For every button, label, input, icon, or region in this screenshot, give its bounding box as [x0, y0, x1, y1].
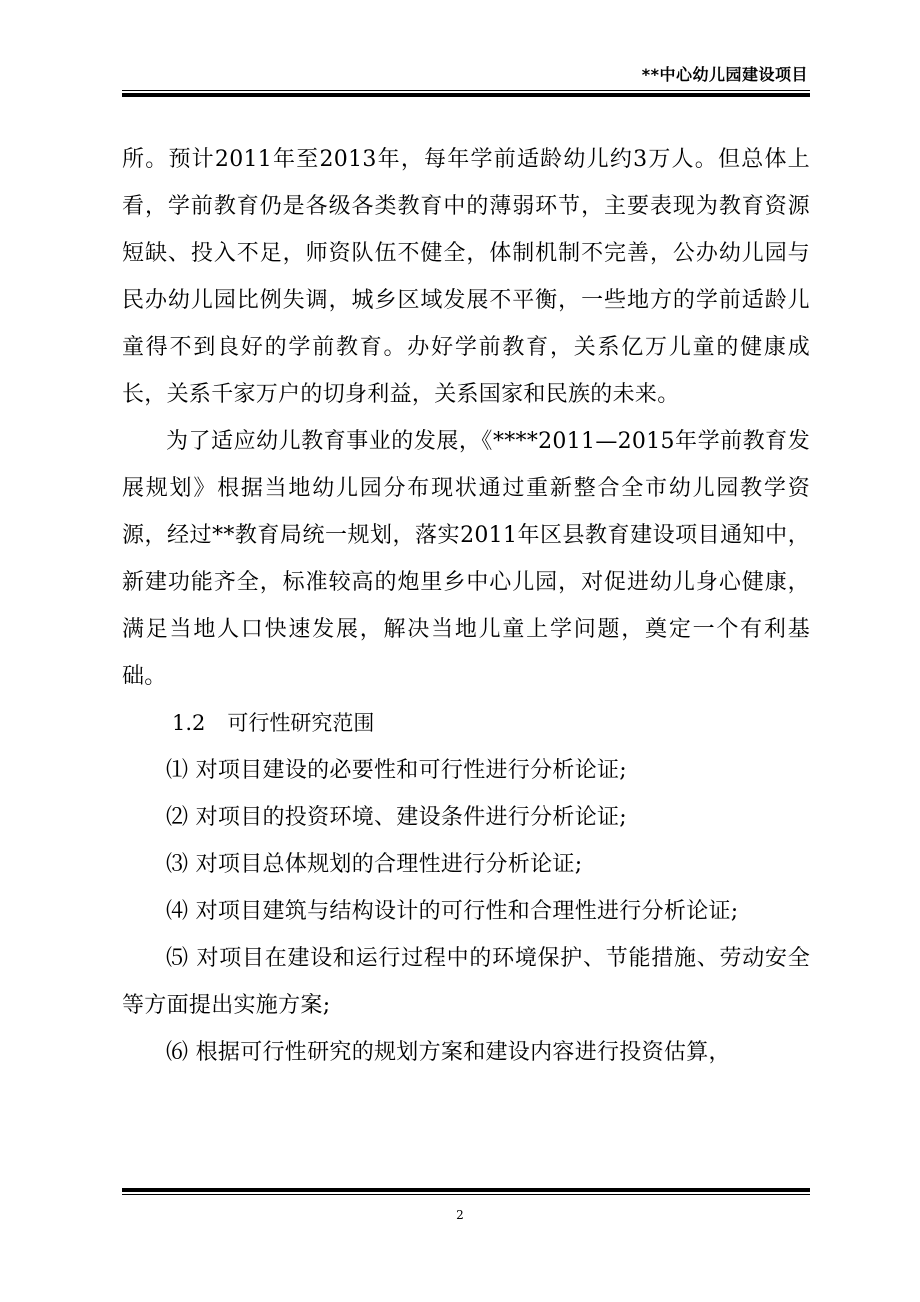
- list-item: ⑴ 对项目建设的必要性和可行性进行分析论证;: [166, 758, 628, 783]
- section-title: 可行性研究范围: [227, 711, 375, 735]
- footer-rule-thin: [122, 1194, 810, 1195]
- paragraph-continued: 所。预计2011年至2013年，每年学前适龄幼儿约3万人。但总体上看，学前教育仍是各级各类教育中的薄弱环节，主要表现为教育资源短缺、投入不足，师资队伍不健全，体制机制不完善，公办幼儿园与民办幼儿园比例失调，城乡区域发展不平衡，一些地方的学前适龄儿童得不到良好的学前教育。办好学前教育，关系亿万儿童的健康成长，关系千家万户的切身利益，关系国家和民族的未来。: [122, 147, 810, 407]
- header-rule-thin: [122, 90, 810, 91]
- list-item: ⑵ 对项目的投资环境、建设条件进行分析论证;: [166, 805, 628, 830]
- header-rule-thick: [122, 93, 810, 97]
- list-item: ⑶ 对项目总体规划的合理性进行分析论证;: [166, 852, 583, 877]
- document-body: [122, 136, 810, 1076]
- footer-rule-thick: [122, 1188, 810, 1192]
- list-item: ⑹ 根据可行性研究的规划方案和建设内容进行投资估算，: [166, 1040, 731, 1065]
- section-number: 1.2: [172, 711, 206, 735]
- list-item: ⑷ 对项目建筑与结构设计的可行性和合理性进行分析论证;: [166, 899, 739, 924]
- header-title: **中心幼儿园建设项目: [641, 65, 808, 84]
- list-item: ⑸ 对项目在建设和运行过程中的环境保护、节能措施、劳动安全等方面提出实施方案;: [122, 946, 810, 1018]
- paragraph: 为了适应幼儿教育事业的发展，《****2011—2015年学前教育发展规划》根据当地幼儿园分布现状通过重新整合全市幼儿园教学资源，经过**教育局统一规划，落实2011年区县教育建设项目通知中，新建功能齐全，标准较高的炮里乡中心儿园，对促进幼儿身心健康，满足当地人口快速发展，解决当地儿童上学问题，奠定一个有利基础。: [122, 429, 810, 689]
- section-heading: [122, 700, 810, 747]
- page-number: 2: [456, 1208, 464, 1222]
